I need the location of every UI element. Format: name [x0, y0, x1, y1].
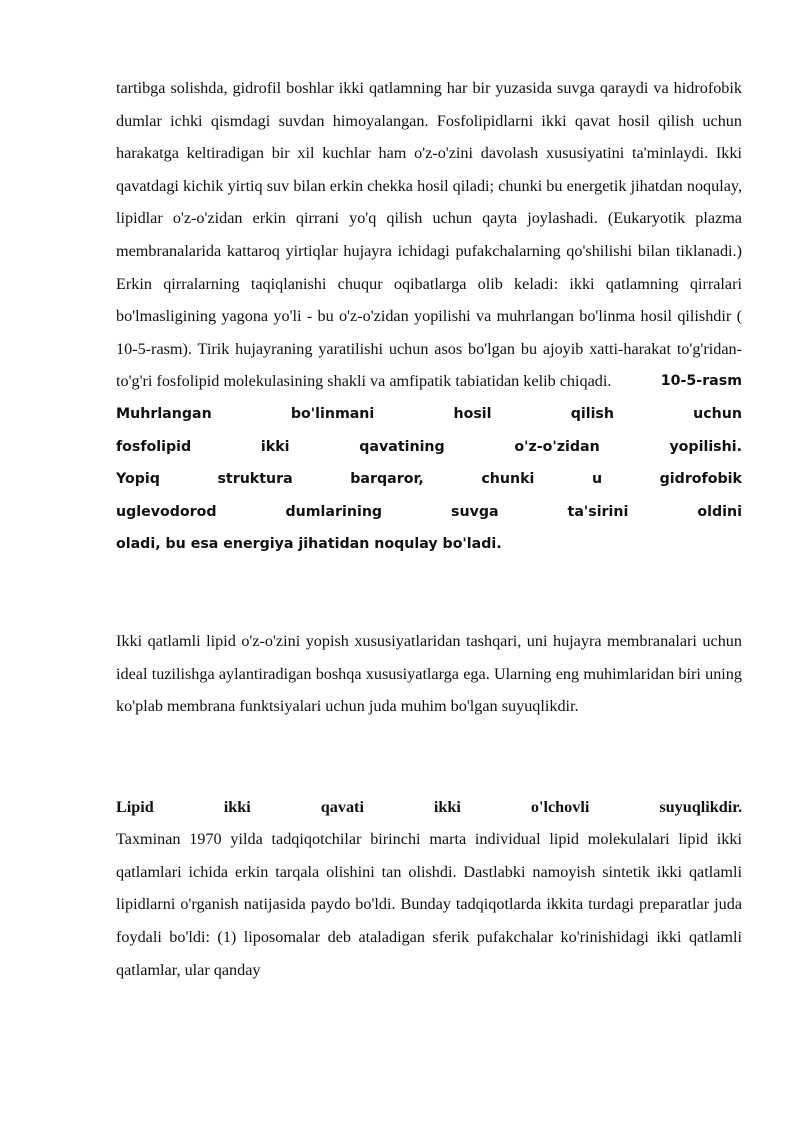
caption-word: dumlarining [285, 503, 383, 520]
heading-word: Lipid [116, 797, 154, 816]
caption-word: uchun [693, 405, 742, 422]
caption-line-3 [116, 463, 742, 496]
heading-word: ikki [223, 797, 251, 816]
caption-word: ta'sirini [567, 503, 629, 520]
caption-word: uglevodorod [116, 503, 217, 520]
caption-line-2 [116, 431, 742, 464]
caption-word: qavatining [359, 438, 445, 455]
caption-word: Yopiq [116, 471, 160, 488]
caption-word: chunki [481, 471, 535, 488]
caption-word: fosfolipid [116, 438, 192, 455]
heading-word: ikki [433, 797, 461, 816]
section-heading [116, 791, 742, 824]
caption-word: hosil [453, 405, 492, 422]
caption-word: qilish [570, 405, 614, 422]
caption-word: u [591, 471, 603, 488]
figure-label: 10-5-rasm [660, 373, 742, 390]
body-paragraph-3: Taxminan 1970 yilda tadqiqotchilar birinchi marta individual lipid molekulalari lipid ikki qatlamlari ichida erkin tarqala olishini tan olishdi. Dastlabki namoyish sintetik ikki qatlamli lipidlarni o'rganish natijasida paydo bo'ldi. Bunday tadqiqotlarda ikkita turdagi preparatlar juda foydali bo'ldi: (1) liposomalar deb ataladigan sferik pufakchalar ko'rinishidagi ikki qatlamli qatlamlar, ular qanday [116, 830, 742, 979]
caption-word: bo'linmani [290, 405, 375, 422]
heading-word: o'lchovli [530, 797, 590, 816]
caption-word: Muhrlangan [116, 405, 212, 422]
caption-word: struktura [217, 471, 293, 488]
heading-word: qavati [320, 797, 364, 816]
caption-line-5: oladi, bu esa energiya jihatidan noqulay bo'ladi. [116, 536, 502, 553]
caption-line-4 [116, 496, 742, 529]
caption-word: suvga [451, 503, 499, 520]
document-page [116, 72, 742, 986]
caption-word: oldini [697, 503, 742, 520]
caption-word: ikki [260, 438, 290, 455]
caption-word: barqaror, [350, 471, 424, 488]
body-paragraph-2: Ikki qatlamli lipid o'z-o'zini yopish xususiyatlaridan tashqari, uni hujayra membranalari uchun ideal tuzilishga aylantiradigan boshqa xususiyatlarga ega. Ularning eng muhimlaridan biri uning ko'plab membrana funktsiyalari uchun juda muhim bo'lgan suyuqlikdir. [116, 631, 742, 716]
body-paragraph-1: tartibga solishda, gidrofil boshlar ikki qatlamning har bir yuzasida suvga qaraydi va hidrofobik dumlar ichki qismdagi suvdan himoyalangan. Fosfolipidlarni ikki qavat hosil qilish uchun harakatga keltiradigan bir xil kuchlar ham o'z-o'zini davolash xususiyatini ta'minlaydi. Ikki qavatdagi kichik yirtiq suv bilan erkin chekka hosil qiladi; chunki bu energetik jihatdan noqulay, lipidlar o'z-o'zidan erkin qirrani yo'q qilish uchun qayta joylashadi. (Eukaryotik plazma membranalarida kattaroq yirtiqlar hujayra ichidagi pufakchalarning qo'shilishi bilan tiklanadi.) Erkin qirralarning taqiqlanishi chuqur oqibatlarga olib keladi: ikki qatlamning qirralari bo'lmasligining yagona yo'li - bu o'z-o'zidan yopilishi va muhrlangan bo'linma hosil qilishdir ( 10-5-rasm). Tirik hujayraning yaratilishi uchun asos bo'lgan bu ajoyib xatti-harakat to'g'ridan-to'g'ri fosfolipid molekulasining shakli va amfipatik tabiatidan kelib chiqadi. [116, 79, 742, 391]
caption-word: gidrofobik [659, 471, 742, 488]
caption-line-1 [116, 398, 742, 431]
heading-word: suyuqlikdir. [659, 797, 742, 816]
caption-word: o'z-o'zidan [514, 438, 600, 455]
caption-word: yopilishi. [669, 438, 742, 455]
